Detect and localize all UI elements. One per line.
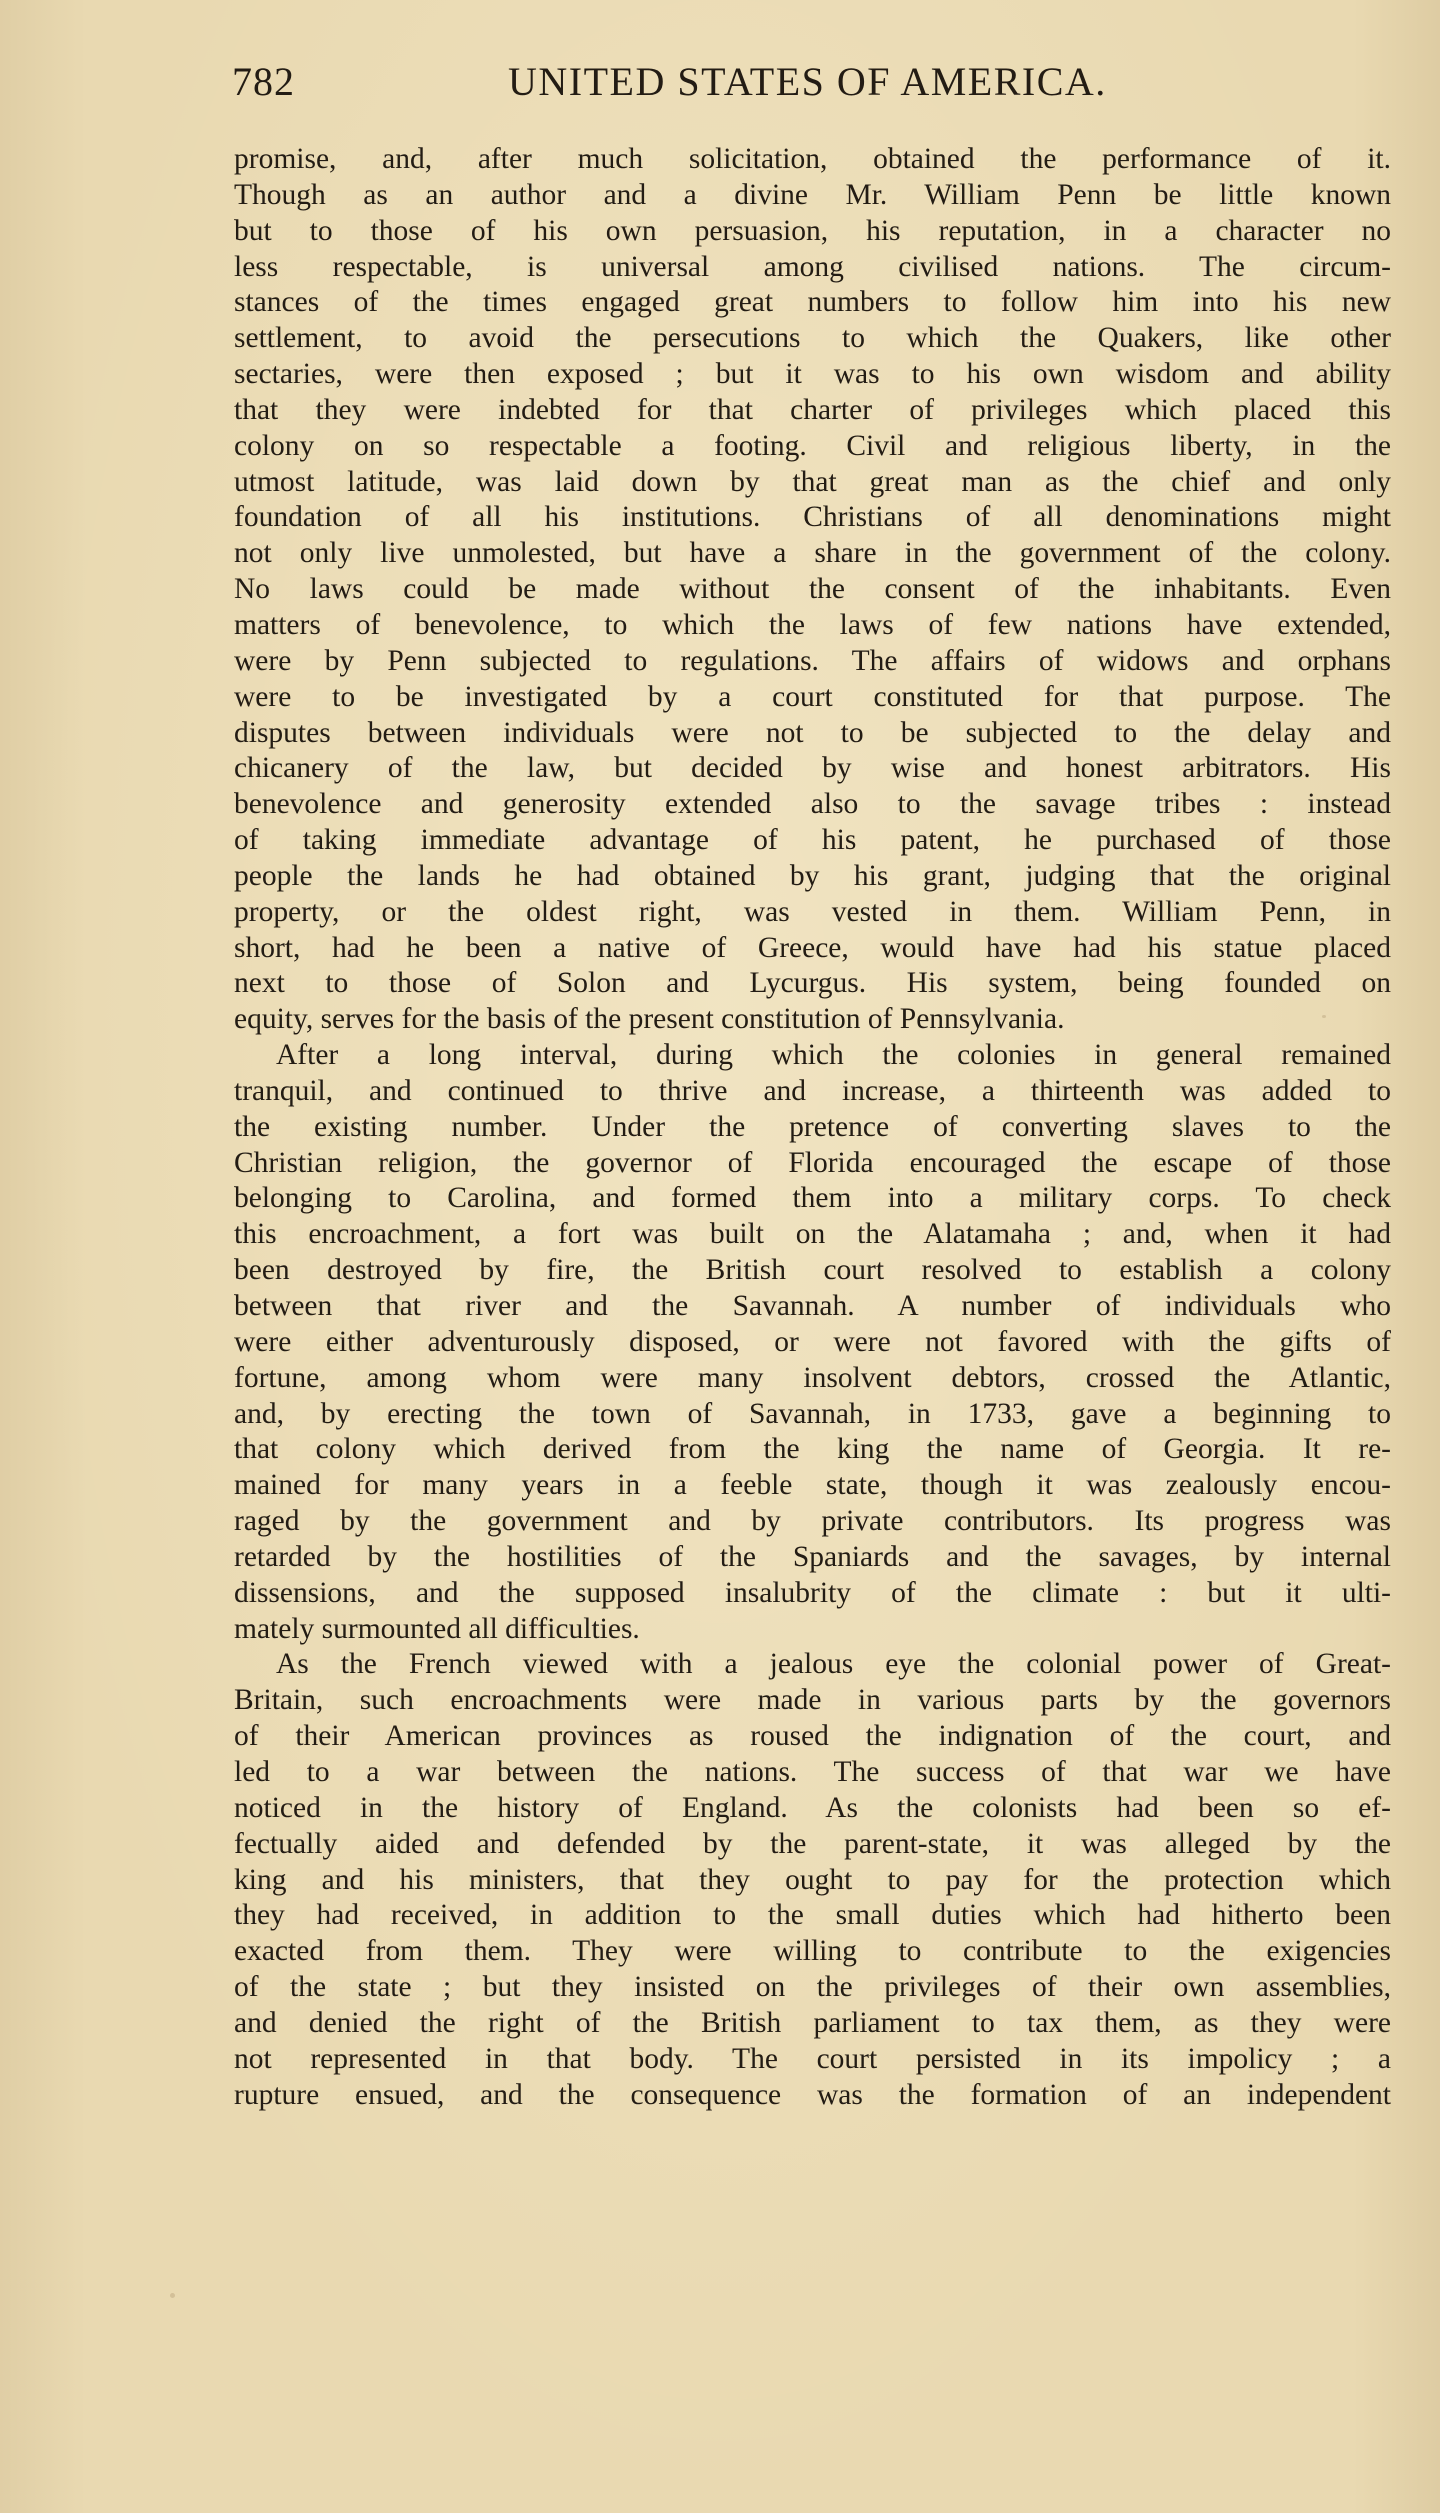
text-line: exacted from them. They were willing to contribute to the exigencies xyxy=(234,1935,1391,1968)
text-line: dissensions, and the supposed insalubrity of the climate : but it ulti- xyxy=(234,1576,1391,1609)
text-line: promise, and, after much solicitation, obtained the performance of it. xyxy=(234,143,1391,175)
body-text xyxy=(234,142,1391,2113)
text-line: disputes between individuals were not to be subjected to the delay and xyxy=(234,716,1391,749)
text-line: were to be investigated by a court constituted for that purpose. The xyxy=(234,680,1391,713)
text-line: not represented in that body. The court persisted in its impolicy ; a xyxy=(234,2042,1391,2075)
text-line: property, or the oldest right, was vested in them. William Penn, in xyxy=(234,895,1391,928)
text-line: king and his ministers, that they ought to pay for the protection which xyxy=(234,1863,1391,1896)
paragraph-start-line: After a long interval, during which the colonies in general remained xyxy=(276,1039,1391,1072)
paragraph-start-line: As the French viewed with a jealous eye the colonial power of Great- xyxy=(276,1648,1391,1681)
text-line: less respectable, is universal among civilised nations. The circum- xyxy=(234,250,1391,283)
text-line: between that river and the Savannah. A number of individuals who xyxy=(234,1290,1391,1322)
page-header xyxy=(232,52,1412,112)
text-line: mained for many years in a feeble state, though it was zealously encou- xyxy=(234,1469,1391,1502)
text-line: fortune, among whom were many insolvent debtors, crossed the Atlantic, xyxy=(234,1361,1391,1394)
text-line: stances of the times engaged great numbers to follow him into his new xyxy=(234,286,1391,319)
running-title: UNITED STATES OF AMERICA. xyxy=(508,59,1107,104)
text-line: No laws could be made without the consent of the inhabitants. Even xyxy=(234,573,1391,606)
text-line: the existing number. Under the pretence of converting slaves to the xyxy=(234,1110,1391,1143)
text-line: belonging to Carolina, and formed them into a military corps. To check xyxy=(234,1182,1391,1215)
text-line: but to those of his own persuasion, his reputation, in a character no xyxy=(234,214,1391,247)
text-line: colony on so respectable a footing. Civil and religious liberty, in the xyxy=(234,429,1391,462)
text-line: not only live unmolested, but have a share in the government of the colony. xyxy=(234,537,1391,570)
text-line: benevolence and generosity extended also to the savage tribes : instead xyxy=(234,788,1391,821)
text-line: and, by erecting the town of Savannah, in 1733, gave a beginning to xyxy=(234,1397,1391,1430)
text-line: next to those of Solon and Lycurgus. His system, being founded on xyxy=(234,967,1391,1000)
text-line: equity, serves for the basis of the present constitution of Pennsylvania. xyxy=(234,1003,1065,1036)
text-line: of taking immediate advantage of his patent, he purchased of those xyxy=(234,824,1391,857)
text-line: this encroachment, a fort was built on the Alatamaha ; and, when it had xyxy=(234,1218,1391,1251)
page-number: 782 xyxy=(232,59,295,104)
text-line: of their American provinces as roused the indignation of the court, and xyxy=(234,1720,1391,1753)
text-line: raged by the government and by private contributors. Its progress was xyxy=(234,1505,1391,1538)
text-line: settlement, to avoid the persecutions to which the Quakers, like other xyxy=(234,322,1391,355)
text-line: short, had he been a native of Greece, would have had his statue placed xyxy=(234,931,1391,964)
text-line: fectually aided and defended by the parent-state, it was alleged by the xyxy=(234,1827,1391,1860)
paper-speck xyxy=(170,2293,175,2298)
text-line: retarded by the hostilities of the Spaniards and the savages, by internal xyxy=(234,1540,1391,1573)
text-line: that they were indebted for that charter of privileges which placed this xyxy=(234,393,1391,426)
text-line: people the lands he had obtained by his grant, judging that the original xyxy=(234,859,1391,892)
text-line: been destroyed by fire, the British court resolved to establish a colony xyxy=(234,1254,1391,1287)
text-line: and denied the right of the British parliament to tax them, as they were xyxy=(234,2006,1391,2039)
paper-speck xyxy=(1322,1015,1326,1018)
text-line: that colony which derived from the king the name of Georgia. It re- xyxy=(234,1433,1391,1466)
text-line: rupture ensued, and the consequence was the formation of an independent xyxy=(234,2078,1391,2111)
text-line: of the state ; but they insisted on the privileges of their own assemblies, xyxy=(234,1971,1391,2004)
text-line: Christian religion, the governor of Florida encouraged the escape of those xyxy=(234,1146,1391,1179)
text-line: Britain, such encroachments were made in various parts by the governors xyxy=(234,1684,1391,1717)
text-line: mately surmounted all difficulties. xyxy=(234,1612,640,1645)
text-line: led to a war between the nations. The success of that war we have xyxy=(234,1755,1391,1788)
text-line: Though as an author and a divine Mr. William Penn be little known xyxy=(234,178,1391,211)
text-line: were either adventurously disposed, or were not favored with the gifts of xyxy=(234,1325,1391,1358)
text-line: tranquil, and continued to thrive and increase, a thirteenth was added to xyxy=(234,1074,1391,1107)
text-line: sectaries, were then exposed ; but it was to his own wisdom and ability xyxy=(234,358,1391,391)
text-line: foundation of all his institutions. Christians of all denominations might xyxy=(234,501,1391,534)
text-line: were by Penn subjected to regulations. The affairs of widows and orphans xyxy=(234,644,1391,677)
text-line: utmost latitude, was laid down by that great man as the chief and only xyxy=(234,465,1391,498)
text-line: chicanery of the law, but decided by wise and honest arbitrators. His xyxy=(234,752,1391,785)
text-line: noticed in the history of England. As the colonists had been so ef- xyxy=(234,1791,1391,1824)
text-line: they had received, in addition to the small duties which had hitherto been xyxy=(234,1899,1391,1932)
text-line: matters of benevolence, to which the laws of few nations have extended, xyxy=(234,608,1391,641)
